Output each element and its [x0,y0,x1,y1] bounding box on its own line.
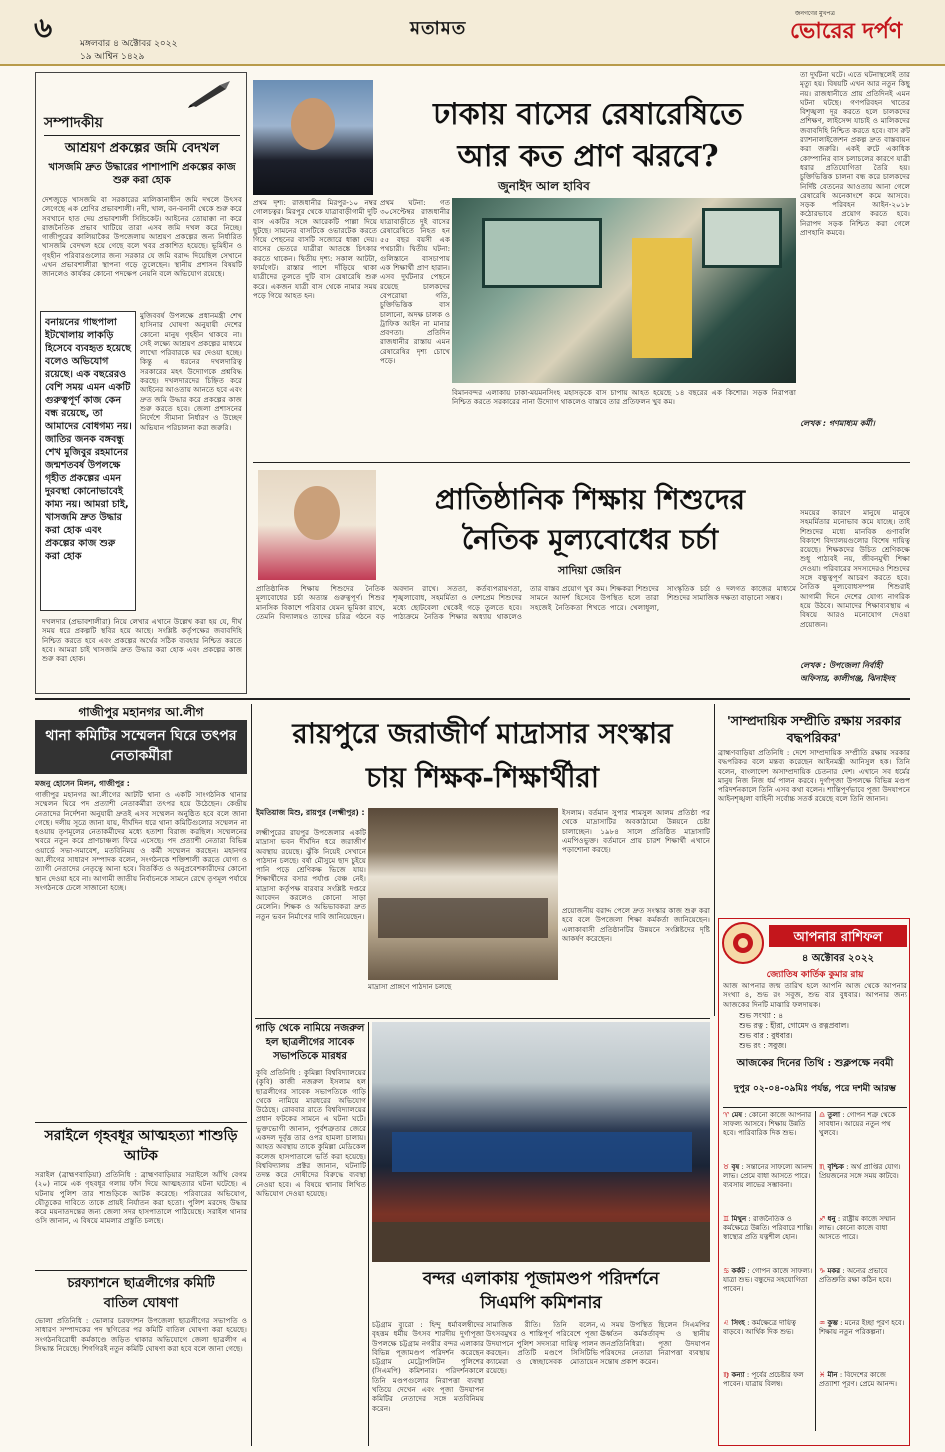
raipur-col-2: ইসলাম। বর্তমান সুপার শামসুল আলম প্রতিষ্ঠা পর থেকে মাদ্রাসাটির অবকাঠামো উন্নয়নে চেষ্টা চালাচ্ছেন। ১৯৮৪ সালে প্রতিষ্ঠিত মাদ্রাসাটি এমপিওভুক্ত। বর্তমানে প্রায় চারশ শিক্ষার্থী এখানে পড়াশোনা করছে। [562,808,710,855]
pujamandap-body: চট্টগ্রাম ব্যুরো : হিন্দু ধর্মাবলম্বীদের বৃহত্তম ধর্মীয় উৎসব শারদীয় দুর্গাপূজা উপলক্ষে চট্টগ্রাম নগরীর বন্দর এলাকার বিভিন্ন পূজামণ্ডপ পরিদর্শন করেছেন চট্টগ্রাম মেট্রোপলিটন পুলিশের (সিএমপি) কমিশনার। পরিদর্শনকালে তিনি মণ্ডপগুলোর নিরাপত্তা ব্যবস্থা খতিয়ে দেখেন এবং পূজা উদযাপন কমিটির নেতাদের সঙ্গে মতবিনিময় করেন। [372,1320,484,1413]
raipur-headline-2: চায় শিক্ষক-শিক্ষার্থীরা [366,761,599,794]
sign-item: ♋ কর্কট : গোপন কাজে সাফল্য। যাত্রা শুভ। বন্ধুদের সহযোগিতা পাবেন। [723,1267,813,1293]
bus-headline-2: আর কত প্রাণ ঝরবে? [457,139,719,174]
sarail-body: সরাইল (ব্রাহ্মণবাড়িয়া) প্রতিনিধি : ব্রাহ্মণবাড়িয়ার সরাইলে আঁখি বেগম (২০) নামে এক গৃহবধূর গলায় ফাঁস দিয়ে আত্মহত্যার ঘটনা ঘটেছে। এ ঘটনায় পুলিশ তার শাশুড়িকে আটক করেছে। পরিবারের অভিযোগ, যৌতুকের দাবিতে তাকে প্রায়ই নির্যাতন করা হতো। পুলিশ মরদেহ উদ্ধার করে ময়নাতদন্তের জন্য জেলা সদর হাসপাতালে পাঠিয়েছে। সরাইল থানার ওসি জানান, এ বিষয়ে মামলার প্রস্তুতি চলছে। [35,1170,247,1226]
lucky-list [739,1011,907,1051]
editorial-body-3: দখলদার (প্রভাবশালীরা) নিয়ে লেখার এখানে উল্লেখ করা হয় যে, দীর্ঘ সময় ধরে প্রকল্পটি স্থবির হয়ে আছে। সংশ্লিষ্ট কর্তৃপক্ষের জবাবদিহি নিশ্চিত করতে হবে এবং প্রকল্পের অর্থের সঠিক ব্যবহার নিশ্চিত করতে হবে। আমরা চাই খাসজমি দ্রুত উদ্ধার করা হোক এবং প্রকল্পের কাজ শুরু করা হোক। [42,617,242,664]
sign-item: ♊ মিথুন : রাজনৈতিক ও কর্মক্ষেত্রে উন্নতি। পরিবারে শান্তি। স্বাস্থ্যের প্রতি যত্নশীল হোন। [723,1215,813,1241]
zodiac-wheel-icon [721,921,765,965]
editorial-box [35,72,247,694]
pujamandap-headline-1: বন্দর এলাকায় পূজামণ্ডপ পরিদর্শনে [422,1269,660,1289]
ethics-author-note: লেখক : উপজেলা নির্বাহী অফিসার, কালীগঞ্জ, ঝিনাইদহ [800,661,895,683]
ethics-headline-2: নৈতিক মূল্যবোধের চর্চা [461,523,719,556]
ethics-headline-1: প্রাতিষ্ঠানিক শিক্ষায় শিশুদের [434,483,746,516]
brahmanbaria-headline: 'সাম্প্রদায়িক সম্প্রীতি রক্ষায় সরকার বদ্ধপরিকর' [726,713,902,745]
date-line-1: মঙ্গলবার ৪ অক্টোবর ২০২২ [80,39,178,49]
gazipur-kicker: গাজীপুর মহানগর আ.লীগ [78,705,204,719]
lucky-row: শুভ রং : সবুজ। [739,1041,787,1050]
divider [35,1122,247,1123]
raipur-headline-1: রায়পুরে জরাজীর্ণ মাদ্রাসার সংস্কার [292,717,673,750]
gazipur-body: গাজীপুর মহানগর আ.লীগের আটটি থানা ও একটি সাংগঠনিক থানার সম্মেলন ঘিরে পদ প্রত্যাশী নেতাকর্মীরা তৎপর হয়ে উঠেছেন। কেন্দ্রীয় নেতাদের নির্দেশনা অনুযায়ী দ্রুতই এসব সম্মেলন অনুষ্ঠিত হবে বলে জানা গেছে। দলীয় সূত্রে জানা যায়, দীর্ঘদিন ধরে থানা কমিটিগুলোর সম্মেলন না হওয়ায় তৃণমূলের নেতাকর্মীদের মধ্যে হতাশা বিরাজ করছিল। সম্মেলনের খবরে নতুন করে প্রাণচাঞ্চল্য ফিরে এসেছে। পদ প্রত্যাশী নেতারা বিভিন্ন ওয়ার্ডে সভা-সমাবেশ, মতবিনিময় ও কর্মী সম্মেলন করছেন। মহানগর আ.লীগের সাধারণ সম্পাদক বলেন, সংগঠনকে শক্তিশালী করতে যোগ্য ও ত্যাগী নেতাদের নেতৃত্বে আনা হবে। বিতর্কিত ও অনুপ্রবেশকারীদের কোনো স্থান দেওয়া হবে না। আগামী জাতীয় নির্বাচনকে সামনে রেখে তৃণমূল পর্যায়ে সংগঠনকে ঢেলে সাজানো হচ্ছে। [35,790,247,892]
chorfashion-body: ভোলা প্রতিনিধি : ভোলার চরফ্যাশন উপজেলা ছাত্রলীগের সভাপতি ও সাধারণ সম্পাদকের পদ স্থগিতের পর কমিটি বাতিল ঘোষণা করা হয়েছে। সংগঠনবিরোধী কর্মকাণ্ডে জড়িত থাকার অভিযোগে জেলা ছাত্রলীগ এ সিদ্ধান্ত নিয়েছে। শিগগিরই নতুন কমিটি ঘোষণা করা হবে বলে জানা গেছে। [35,1316,247,1353]
pujamandap-photo [372,1022,710,1262]
bus-author: জুনাইদ আল হাবিব [498,179,590,193]
sign-item: ♎ তুলা : গোপন শত্রু থেকে সাবধান। আয়ের নতুন পথ খুলবে। [819,1111,896,1137]
bus-col-2: প্রথম ঘটনা: গত ৩০সেপ্টেম্বর রাজধানীর যাত্রাবাড়ীতে দুই বাসের রেষারেষিতে নিহত হন ৫৫ বছর বয়সী এক পথচারী। দ্বিতীয় ঘটনা: গুলিস্তানে বাসচাপায় এক শিক্ষার্থী প্রাণ হারান। এসব দুর্ঘটনার পেছনে রয়েছে চালকদের বেপরোয়া গতি, চুক্তিভিত্তিক বাস চালানো, অদক্ষ চালক ও ট্রাফিক আইন না মানার প্রবণতা। প্রতিদিন রাজধানীর রাস্তায় এমন রেষারেষির দৃশ্য চোখে পড়ে। [380,198,450,366]
sign-item: ♉ বৃষ : সন্তানের সাফল্যে আনন্দ লাভ। প্রেমে বাধা আসতে পারে। ব্যবসায় লাভের সম্ভাবনা। [723,1163,813,1189]
author-photo-junaid [253,80,373,195]
page-number: ৬ [34,11,53,44]
date-line-2: ১৯ আশ্বিন ১৪২৯ [80,52,145,62]
bus-headline-1: ঢাকায় বাসের রেষারেষিতে [433,97,743,132]
nazrul-headline-3: সভাপতিকে মারধর [273,1051,347,1062]
editorial-body-2: মুজিববর্ষ উপলক্ষে প্রধানমন্ত্রী শেখ হাসিনার ঘোষণা অনুযায়ী দেশের কোনো মানুষ গৃহহীন থাকবে না। সেই লক্ষ্যে আশ্রয়ণ প্রকল্পের মাধ্যমে লাখো পরিবারকে ঘর দেওয়া হচ্ছে। কিন্তু এ ধরনের দখলদারিত্ব সরকারের মহৎ উদ্যোগকে প্রশ্নবিদ্ধ করছে। দখলদারদের চিহ্নিত করে আইনের আওতায় আনতে হবে এবং দ্রুত জমি উদ্ধার করে প্রকল্পের কাজ শুরু করতে হবে। জেলা প্রশাসনের নির্দেশে সীমানা নির্ধারণ ও উচ্ছেদ অভিযান পরিচালনা করা জরুরি। [140,311,242,432]
pujamandap-headline-2: সিএমপি কমিশনার [480,1293,602,1313]
divider [44,135,240,136]
divider [815,1111,816,1431]
divider [368,1022,369,1446]
divider [714,704,715,1016]
section-title: মতামত [410,18,467,39]
signs-right [819,1111,907,1423]
pen-icon [186,79,236,109]
ethics-body: প্রাতিষ্ঠানিক শিক্ষায় শিশুদের নৈতিক মূল্যবোধের চর্চা অত্যন্ত গুরুত্বপূর্ণ। শিশুর মানসিক বিকাশে পরিবার যেমন ভূমিকা রাখে, তেমনি বিদ্যালয়ও তাদের চরিত্র গঠনে বড় অবদান রাখে। সততা, কর্তব্যপরায়ণতা, শৃঙ্খলাবোধ, সহমর্মিতা ও দেশপ্রেম শিশুদের মধ্যে ছোটবেলা থেকেই গড়ে তুলতে হবে। পাঠ্যক্রমে নৈতিক শিক্ষার অধ্যায় থাকলেও তার বাস্তব প্রয়োগ খুব কম। শিক্ষকরা শিশুদের সামনে আদর্শ হিসেবে উপস্থিত হলে তারা সহজেই নৈতিকতা শিখতে পারে। খেলাধুলা, সাংস্কৃতিক চর্চা ও দলগত কাজের মাধ্যমে শিশুদের সামাজিক দক্ষতা বাড়ানো সম্ভব। [256,584,796,621]
rashifal-title: আপনার রাশিফল [793,930,883,945]
bus-right-col: তা দুর্ঘটনা ঘটে। এতে ঘটনাস্থলেই তার মৃত্যু হয়। বিষয়টি এখন আর নতুন কিছু নয়। রাজধানীতে প্রায় প্রতিদিনই এমন ঘটনা ঘটছে। গণপরিবহন খাতের বিশৃঙ্খলা দূর করতে হলে চালকদের প্রশিক্ষণ, লাইসেন্স যাচাই ও মালিকদের জবাবদিহি নিশ্চিত করতে হবে। বাস রুট র‍্যাশনালাইজেশন প্রকল্প দ্রুত বাস্তবায়ন করা জরুরি। একই রুটে একাধিক কোম্পানির বাস চলাচলের কারণে যাত্রী ধরার প্রতিযোগিতা তৈরি হয়। চুক্তিভিত্তিক চালনা বন্ধ করে চালকদের নির্দিষ্ট বেতনের আওতায় আনা গেলে রেষারেষি অনেকাংশে কমে আসবে। সড়ক পরিবহন আইন-২০১৮ কঠোরভাবে প্রয়োগ করতে হবে। নিরাপদ সড়ক নিশ্চিত করা গেলে প্রাণহানি কমবে। [800,70,910,238]
sign-item: ♈ মেষ : কোনো কাজে আপনার সাফল্য আসবে। শিক্ষায় উন্নতি হবে। পারিবারিক দিক শুভ। [723,1111,812,1137]
raipur-photo [368,808,558,980]
editorial-label: সম্পাদকীয় [44,115,103,131]
newspaper-logo: ভোরের দর্পণ [790,18,903,44]
divider [723,1107,907,1108]
sign-item: ♑ মকর : অন্যের প্রভাবে প্রতিশ্রুতি রক্ষা কঠিন হবে। [819,1267,892,1284]
chorfashion-headline-2: বাতিল ঘোষণা [103,1296,179,1311]
pujamandap-col-3: এ সময় উপস্থিত ছিলেন সিএমপির ঊর্ধ্বতন কর্মকর্তাবৃন্দ ও স্থানীয় জনপ্রতিনিধিরা। পূজা উদযাপন পরিষদের নেতারা নিরাপত্তা ব্যবস্থায় সন্তোষ প্রকাশ করেন। [600,1320,710,1367]
sign-item: ♐ ধনু : রাষ্ট্রীয় কাজে সম্মান লাভ। কোনো কাজে বাধা আসতে পারে। [819,1215,896,1241]
gazipur-headline: থানা কমিটির সম্মেলন ঘিরে তৎপর নেতাকর্মীরা [45,728,237,764]
logo-tagline: জনগণের মুখপত্র [795,10,835,17]
ethics-right-col: সময়ের কারণে মানুষে মানুষে সহমর্মিতার মনোভাব কমে যাচ্ছে। তাই শিশুদের মধ্যে মানবিক গুণাবলি বিকাশে বিদ্যালয়গুলোর বিশেষ দায়িত্ব রয়েছে। শিক্ষকদের উচিত শ্রেণিকক্ষে শুধু পাঠ্যবই নয়, জীবনমুখী শিক্ষা দেওয়া। পরিবারের সদস্যদেরও শিশুদের সঙ্গে বন্ধুত্বপূর্ণ আচরণ করতে হবে। নৈতিক মূল্যবোধসম্পন্ন শিশুরাই আগামী দিনে দেশের যোগ্য নাগরিক হয়ে উঠবে। আমাদের শিক্ষাব্যবস্থায় এ বিষয়ে আরও মনোযোগ দেওয়া প্রয়োজন। [800,508,910,629]
sign-item: ♌ সিংহ : কর্মক্ষেত্রে দায়িত্ব বাড়বে। আর্থিক দিক শুভ। [723,1319,796,1336]
sign-item: ♍ কন্যা : পূর্বের প্রচেষ্টার ফল পাবেন। যাত্রায় বিলম্ব। [723,1371,804,1388]
nazrul-body: কুবি প্রতিনিধি : কুমিল্লা বিশ্ববিদ্যালয়ের (কুবি) কাজী নজরুল ইসলাম হল ছাত্রলীগের সাবেক সভাপতিকে গাড়ি থেকে নামিয়ে মারধরের অভিযোগ উঠেছে। রোববার রাতে বিশ্ববিদ্যালয়ের প্রধান ফটকের সামনে এ ঘটনা ঘটে। ভুক্তভোগী জানান, পূর্বশত্রুতার জেরে একদল দুর্বৃত্ত তার ওপর হামলা চালায়। আহত অবস্থায় তাকে কুমিল্লা মেডিকেল কলেজ হাসপাতালে ভর্তি করা হয়েছে। বিশ্ববিদ্যালয় প্রক্টর জানান, ঘটনাটি তদন্ত করে দোষীদের বিরুদ্ধে ব্যবস্থা নেওয়া হবে। এ বিষয়ে থানায় লিখিত অভিযোগ দেওয়া হয়েছে। [256,1068,366,1198]
editorial-pullquote-box [40,311,136,611]
bus-photo [452,198,796,383]
divider [35,698,910,700]
raipur-body: লক্ষ্মীপুরের রায়পুর উপজেলার একটি মাদ্রাসা ভবন দীর্ঘদিন ধরে জরাজীর্ণ অবস্থায় রয়েছে। ঝুঁকি নিয়েই সেখানে পাঠদান চলছে। বর্ষা মৌসুমে ছাদ চুইয়ে পানি পড়ে শ্রেণিকক্ষ ভিজে যায়। শিক্ষার্থীদের বসার পর্যাপ্ত বেঞ্চ নেই। মাদ্রাসা কর্তৃপক্ষ বারবার সংশ্লিষ্ট দপ্তরে আবেদন করলেও কোনো সাড়া মেলেনি। শিক্ষক ও অভিভাবকরা দ্রুত নতুন ভবন নির্মাণের দাবি জানিয়েছেন। [256,828,366,921]
tithi-subtitle: দুপুর ০২-০৪-০৯মিঃ পর্যন্ত, পরে দশমী আরম্ভ [734,1084,896,1094]
nazrul-headline-1: গাড়ি থেকে নামিয়ে নজরুল [255,1023,365,1034]
lucky-row: শুভ সংখ্যা : ৪ [739,1011,784,1020]
bus-author-note: লেখক : গণমাধ্যম কর্মী। [800,418,910,431]
lucky-row: শুভ বার : বুধবার। [739,1031,793,1040]
pujamandap-col-2: সামাজিক রীতি। তিনি বলেন, উৎসবমুখর ও শান্তিপূর্ণ পরিবেশে পূজা উদযাপনে পুলিশ সদস্যরা দায়িত্ব পালন করছেন। প্রতিটি মণ্ডপে সিসিটিভি ক্যামেরা ও স্বেচ্ছাসেবক মোতায়েন রয়েছে। [486,1320,598,1376]
brahmanbaria-body: ব্রাহ্মণবাড়িয়া প্রতিনিধি : দেশে সাম্প্রদায়িক সম্প্রীতি রক্ষায় সরকার বদ্ধপরিকর বলে মন্তব্য করেছেন আইনমন্ত্রী আনিসুল হক। তিনি বলেন, বাংলাদেশ অসাম্প্রদায়িক চেতনার দেশ। এখানে সব ধর্মের মানুষ নিজ নিজ ধর্ম পালন করবে। দুর্গাপূজা উপলক্ষে বিভিন্ন মণ্ডপ পরিদর্শনকালে তিনি এসব কথা বলেন। শান্তিপূর্ণভাবে পূজা উদযাপনে আইনশৃঙ্খলা বাহিনী সর্বোচ্চ সতর্ক রয়েছে বলে তিনি জানান। [718,748,910,804]
ethics-author: সাদিয়া জেরিন [558,564,621,577]
editorial-subhead: খাসজমি দ্রুত উদ্ধারের পাশাপাশি প্রকল্পের কাজ শুরু করা হোক [48,162,236,186]
chorfashion-headline-1: চরফ্যাশনে ছাত্রলীগের কমিটি [67,1276,215,1291]
bus-col-3: বিমানবন্দর এলাকায় ঢাকা-ময়মনসিংহ মহাসড়কে বাস চাপায় আহত হয়েছে ১৪ বছরের এক কিশোর। সড়ক নিরাপত্তা নিশ্চিত করতে সরকারের নানা উদ্যোগ থাকলেও বাস্তবে তার প্রতিফলন খুব কম। [452,388,796,407]
bus-col-1: প্রথম দৃশ্য: রাজধানীর মিরপুর-১০ নম্বর গোলচত্বর। মিরপুর থেকে যাত্রাবাড়ীগামী দুটি বাস একটির সঙ্গে আরেকটি পাল্লা দিয়ে ছুটছে। সামনের বাসটিকে ওভারটেক করতে গিয়ে পেছনের বাসটি সজোরে ধাক্কা দেয়। বাসের ভেতরে যাত্রীরা আতঙ্কে চিৎকার করতে থাকেন। দ্বিতীয় দৃশ্য: সকাল আটটা, ফার্মগেট। রাস্তার পাশে দাঁড়িয়ে থাকা যাত্রীদের তুলতে দুটি বাস রেষারেষি শুরু করে। একজন যাত্রী বাস থেকে নামার সময় পড়ে গিয়ে আহত হন। [253,198,377,300]
sarail-headline: সরাইলে গৃহবধূর আত্মহত্যা শাশুড়ি আটক [44,1128,238,1164]
lucky-row: শুভ রত্ন : হীরা, গোমেদ ও রত্নপ্রবাল। [739,1021,849,1030]
editorial-pullquote: বনায়নের গাছপালা ইটখোলায় লাকড়ি হিসেবে ব্যবহৃত হয়েছে বলেও অভিযোগ রয়েছে। এক বছরেরও বেশি সময় এমন একটি গুরুত্বপূর্ণ কাজ কেন বন্ধ রয়েছে, তা আমাদের বোধগম্য নয়। জাতির জনক বঙ্গবন্ধু শেখ মুজিবুর রহমানের জন্মশতবর্ষ উপলক্ষে গৃহীত প্রকল্পের এমন দুরবস্থা কোনোভাবেই কাম্য নয়। আমরা চাই, খাসজমি দ্রুত উদ্ধার করা হোক এবং প্রকল্পের কাজ শুরু করা হোক [45,317,132,562]
sign-item: ♓ মীন : বিদেশের কাজে প্রত্যাশা পূরণ। প্রেমে আনন্দ। [819,1371,897,1388]
tithi-title: আজকের দিনের তিথি : শুক্লপক্ষে নবমী [736,1058,894,1069]
raipur-byline: ইমতিয়াজ মিশু, রায়পুর (লক্ষ্মীপুর) : [256,808,365,817]
masthead [0,0,945,66]
raipur-col-3: প্রয়োজনীয় বরাদ্দ পেলে দ্রুত সংস্কার কাজ শুরু করা হবে বলে উপজেলা শিক্ষা কর্মকর্তা জানিয়েছেন। এলাকাবাসী প্রতিষ্ঠানটির উন্নয়নে সংশ্লিষ্টদের দৃষ্টি আকর্ষণ করেছেন। [562,906,710,943]
rashifal-date: ৪ অক্টোবর ২০২২ [801,953,875,964]
raipur-photo-caption: মাদ্রাসা প্রাঙ্গণে পাঠদান চলছে [368,982,452,991]
gazipur-byline: মজনু হোসেন মিলন, গাজীপুর : [35,779,130,788]
rashifal-box [718,918,910,1446]
editorial-headline: আশ্রয়ণ প্রকল্পের জমি বেদখল [64,141,220,156]
rashifal-intro: আজ আপনার জন্ম তারিখ হলে আপনি আজ থেকে আপনার সংখ্যা ৪, শুভ রং সবুজ, শুভ বার বুধবার। আপনার জন্য আজকের দিনটি মাঝারি ফলদায়ক। [723,981,907,1009]
sign-item: ♏ বৃশ্চিক : অর্থ প্রাপ্তির যোগ। প্রিয়জনের সঙ্গে সময় কাটবে। [819,1163,901,1180]
nazrul-headline-2: হল ছাত্রলীগের সাবেক [265,1037,355,1048]
divider [251,704,252,1446]
divider [255,1018,710,1019]
author-photo-sadia [258,470,376,580]
divider [35,1270,247,1271]
divider [253,462,910,463]
editorial-body: দেশজুড়ে খাসজমি বা সরকারের মালিকানাধীন জমি দখলে উৎসব লেগেছে এক শ্রেণির প্রভাবশালী। নদী, খাল, বন-বনানী থেকে শুরু করে সবখানে হাত দেয় প্রভাবশালী সিন্ডিকেট। আইনের তোয়াক্কা না করে রাজনৈতিক প্রভাব খাটিয়ে তারা এসব জমি দখল করে নিচ্ছে। গাজীপুরের কালিয়াকৈর উপজেলায় আশ্রয়ণ প্রকল্পের জন্য নির্ধারিত খাসজমি বেদখল হয়ে গেছে বলে খবর প্রকাশিত হয়েছে। ভূমিহীন ও গৃহহীন পরিবারগুলোর জন্য সরকার যে জমি বরাদ্দ দিয়েছিল সেখানে এখন প্রভাবশালীরা স্থাপনা গড়ে তুলেছেন। স্থানীয় প্রশাসন বিষয়টি জানলেও কার্যকর কোনো পদক্ষেপ নেয়নি বলে অভিযোগ রয়েছে। [42,195,242,279]
signs-left [723,1111,813,1423]
rashifal-astrologer: জ্যোতিষ কার্তিক কুমার রায় [766,970,864,980]
sign-item: ♒ কুম্ভ : মনের ইচ্ছা পূরণ হবে। শিক্ষায় নতুন পরিকল্পনা। [819,1319,905,1336]
